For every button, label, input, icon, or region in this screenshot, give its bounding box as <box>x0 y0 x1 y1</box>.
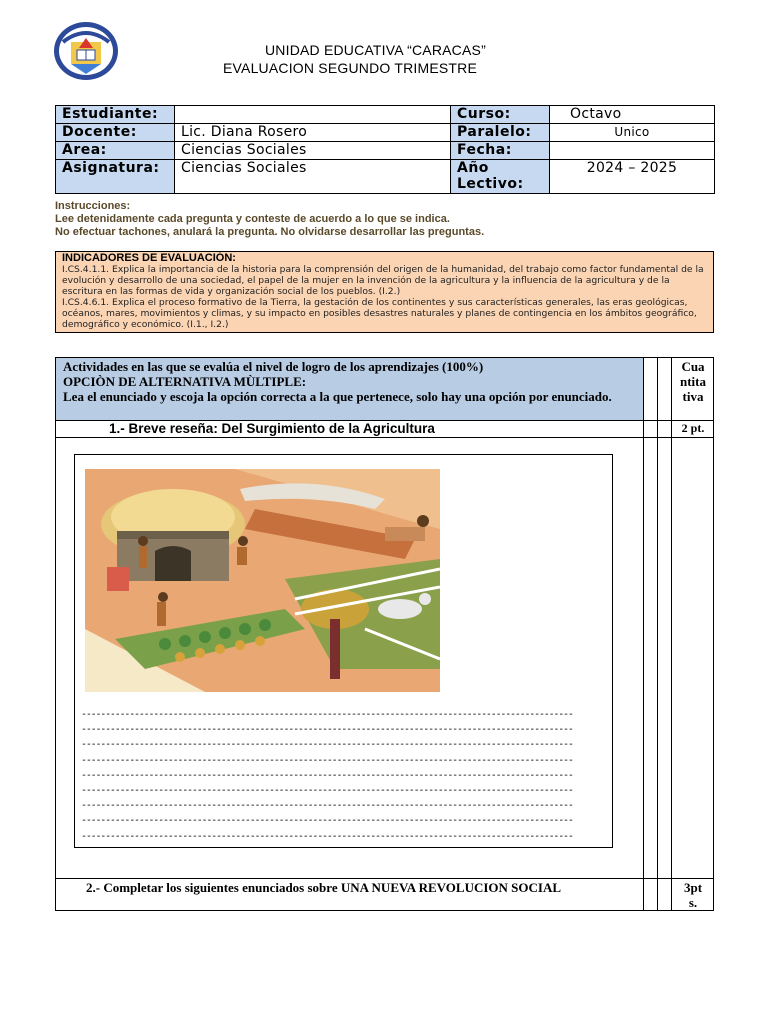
answer-line[interactable]: ------------------------------------------------------------------------------------------------------ <box>81 739 573 751</box>
paralelo-label: Paralelo: <box>451 124 550 142</box>
student-info-table <box>55 105 715 194</box>
anio-lectivo-value: 2024 – 2025 <box>550 160 715 194</box>
question-2-points: 3pts. <box>683 880 703 910</box>
docente-label: Docente: <box>56 124 175 142</box>
anio-lectivo-label: Año Lectivo: <box>451 160 550 194</box>
evaluation-indicators <box>55 251 714 333</box>
area-label: Area: <box>56 142 175 160</box>
fecha-field[interactable] <box>550 142 715 160</box>
answer-lines[interactable] <box>81 707 607 844</box>
asignatura-label: Asignatura: <box>56 160 175 194</box>
indicators-title: INDICADORES DE EVALUACIÓN: <box>62 252 236 264</box>
answer-line[interactable]: ------------------------------------------------------------------------------------------------------ <box>81 784 573 796</box>
activities-table <box>55 357 714 911</box>
paralelo-value: Unico <box>550 124 715 142</box>
docente-value: Lic. Diana Rosero <box>175 124 451 142</box>
school-logo <box>53 20 119 82</box>
answer-line[interactable]: ------------------------------------------------------------------------------------------------------ <box>81 830 573 842</box>
answer-line[interactable]: ------------------------------------------------------------------------------------------------------ <box>81 769 573 781</box>
instructions-title: Instrucciones: <box>55 200 131 212</box>
school-name: UNIDAD EDUCATIVA “CARACAS” <box>265 42 486 58</box>
asignatura-value: Ciencias Sociales <box>175 160 451 194</box>
curso-label: Curso: <box>451 106 550 124</box>
agriculture-illustration <box>85 469 440 692</box>
fecha-label: Fecha: <box>451 142 550 160</box>
area-value: Ciencias Sociales <box>175 142 451 160</box>
question-2-title: 2.- Completar los siguientes enunciados sobre UNA NUEVA REVOLUCION SOCIAL <box>86 880 562 895</box>
estudiante-label: Estudiante: <box>56 106 175 124</box>
cuantitativa-header: Cuantitativa <box>680 359 706 404</box>
answer-box-1 <box>74 454 613 848</box>
instructions <box>55 200 484 239</box>
answer-line[interactable]: ------------------------------------------------------------------------------------------------------ <box>81 754 573 766</box>
answer-line[interactable]: ------------------------------------------------------------------------------------------------------ <box>81 709 573 720</box>
activities-type: OPCIÒN DE ALTERNATIVA MÙLTIPLE: <box>63 374 307 389</box>
question-1-points: 2 pt. <box>681 421 705 435</box>
activities-header <box>63 359 635 404</box>
activities-instruction: Lea el enunciado y escoja la opción correcta a la que pertenece, solo hay una opción por enunciado. <box>63 389 612 404</box>
instructions-line-1: Lee detenidamente cada pregunta y conteste de acuerdo a lo que se indica. <box>55 213 450 225</box>
question-1-title: 1.- Breve reseña: Del Surgimiento de la Agricultura <box>109 421 435 436</box>
curso-value: Octavo <box>550 106 715 124</box>
instructions-line-2: No efectuar tachones, anulará la pregunta. No olvidarse desarrollar las preguntas. <box>55 226 485 238</box>
answer-line[interactable]: ------------------------------------------------------------------------------------------------------ <box>81 724 573 736</box>
answer-line[interactable]: ------------------------------------------------------------------------------------------------------ <box>81 815 573 827</box>
indicator-2: I.CS.4.6.1. Explica el proceso formativo de la Tierra, la gestación de los continentes y sus características generales, las eras geológicas, océanos, mares, movimientos y climas, y su impacto en posibles desastres naturales y planes de contingencia en los ámbitos geográfico, demográfico y económico. (I.1., I.2.) <box>62 297 697 330</box>
answer-line[interactable]: ------------------------------------------------------------------------------------------------------ <box>81 800 573 812</box>
estudiante-field[interactable] <box>175 106 451 124</box>
exam-title: EVALUACION SEGUNDO TRIMESTRE <box>223 60 478 76</box>
indicator-1: I.CS.4.1.1. Explica la importancia de la historia para la comprensión del origen de la humanidad, del trabajo como factor fundamental de la evolución y desarrollo de una sociedad, el papel de la mujer en la invención de la agricultura y la influencia de la agricultura y de la escritura en las formas de vida y organización social de los pueblos. (I.2.) <box>62 264 704 297</box>
activities-title: Actividades en las que se evalúa el nivel de logro de los aprendizajes (100%) <box>63 359 484 374</box>
